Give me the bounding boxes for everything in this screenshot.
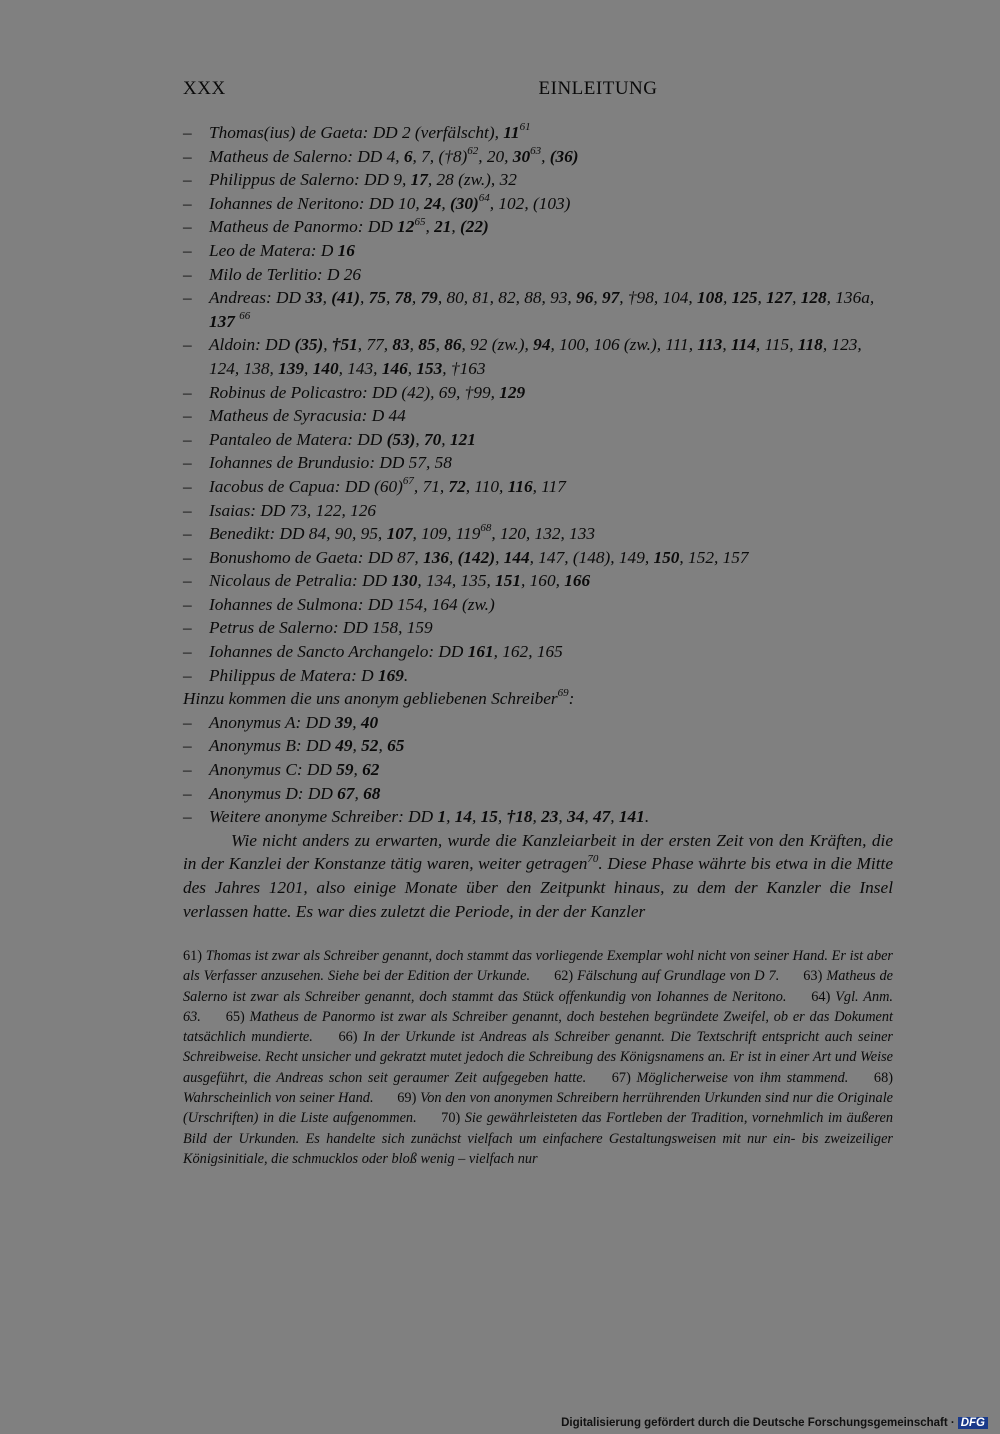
scribe-name: Milo de Terlitio:	[209, 264, 327, 284]
document-number-original: 59	[336, 760, 354, 780]
document-list-text: ,	[425, 217, 435, 237]
footnote-text: Thomas ist zwar als Schreiber genannt, doch stammt das vorliegende Exemplar wohl nicht von seiner Hand. Er ist aber als Verfasser anzusehen. Siehe bei der Edition der Urkunde.	[183, 948, 893, 985]
document-list-text: DD (42), 69, †99,	[372, 382, 500, 402]
document-list-text: ,	[584, 807, 593, 827]
document-list-text: D	[320, 240, 338, 260]
list-dash: –	[183, 240, 192, 260]
document-list-text: DD 2 (verfälscht),	[372, 123, 504, 142]
list-dash: –	[183, 146, 192, 166]
document-number-original: (36)	[549, 146, 579, 166]
list-dash: –	[183, 335, 192, 355]
document-list-text: ,	[378, 736, 388, 756]
document-list-text: , 20,	[478, 146, 513, 166]
document-list-text: , 160,	[521, 571, 565, 591]
document-number-original: †18	[506, 807, 533, 827]
footnote-text: Matheus de Panormo ist zwar als Schreiber genannt, doch bestehen begründete Zweifel, ob er das Dokument tatsächlich mundierte.	[183, 1008, 893, 1046]
document-number-original: 75	[368, 288, 386, 308]
footnote-ref: 69	[557, 687, 569, 700]
document-number-original: 65	[387, 736, 405, 756]
scribe-entry	[183, 569, 893, 593]
scribe-name: Aldoin:	[209, 335, 266, 355]
footnote-ref: 64	[478, 192, 490, 205]
document-number-original: (142)	[457, 547, 496, 567]
document-number-original: 78	[394, 288, 412, 308]
document-list-text: DD 84, 90, 95,	[279, 524, 387, 544]
scribe-name: Iohannes de Neritono:	[209, 193, 369, 213]
scribe-name: Bonushomo de Gaeta:	[209, 547, 368, 567]
document-list-text: , 134, 135,	[417, 571, 496, 591]
document-list-text: .	[644, 807, 650, 827]
document-list-text: , 100, 106 (zw.), 111,	[550, 335, 698, 355]
document-list-text: DD	[438, 642, 468, 662]
document-list-text: , 109, 119	[412, 524, 481, 544]
document-number-original: 151	[495, 571, 522, 591]
footnote-ref: 65	[414, 215, 426, 228]
document-number-original: †51	[331, 335, 358, 355]
scribe-entry	[183, 475, 893, 499]
document-list-text: ,	[722, 288, 732, 308]
scribe-list	[183, 121, 893, 687]
scribe-name: Thomas(ius) de Gaeta:	[209, 123, 373, 142]
document-number-original: 62	[362, 760, 380, 780]
document-list-text: ,	[757, 288, 767, 308]
document-number-original: 169	[377, 665, 404, 685]
scribe-entry	[183, 593, 893, 617]
document-list-text: , 147, (148), 149,	[529, 547, 654, 567]
dfg-credit	[561, 1417, 988, 1429]
document-number-original: 16	[337, 240, 355, 260]
scribe-name: Matheus de Syracusia:	[209, 406, 372, 426]
document-list-text: , 120, 132, 133	[491, 524, 596, 544]
list-dash: –	[183, 264, 192, 284]
document-number-original: (53)	[386, 429, 416, 449]
scribe-name: Petrus de Salerno:	[209, 618, 343, 638]
document-list-text: ,	[497, 807, 507, 827]
document-list-text: , 80, 81, 82, 88, 93,	[437, 288, 577, 308]
document-number-original: 130	[391, 571, 418, 591]
scribe-entry	[183, 145, 893, 169]
document-list-text: DD 158, 159	[342, 618, 433, 638]
scribe-entry	[183, 381, 893, 405]
document-list-text: ,	[446, 807, 455, 827]
scribe-entry	[183, 640, 893, 664]
footnote-number: 64)	[811, 988, 836, 1005]
footnote-number: 68)	[873, 1069, 893, 1086]
document-number-original: 114	[730, 335, 756, 355]
document-number-original: 30	[512, 146, 531, 166]
footnote-text: Wahrscheinlich von seiner Hand.	[183, 1090, 374, 1107]
list-dash: –	[183, 547, 192, 567]
document-list-text: DD	[306, 760, 337, 780]
document-list-text: ,	[792, 288, 801, 308]
scribe-name: Philippus de Matera:	[209, 665, 362, 685]
document-list-text: ,	[558, 807, 568, 827]
document-list-text: ,	[411, 288, 421, 308]
list-dash: –	[183, 571, 192, 591]
footnote-text: Vgl. Anm. 63.	[183, 988, 893, 1025]
document-list-text: D	[361, 665, 378, 685]
document-number-original: 39	[334, 712, 353, 732]
document-list-text: , 136a,	[826, 288, 875, 308]
document-list-text: DD	[362, 571, 392, 591]
list-dash: –	[183, 783, 192, 803]
document-list-text: ,	[435, 335, 445, 355]
document-number-original: 79	[420, 288, 438, 308]
document-list-text: , 28 (zw.), 32	[427, 170, 517, 190]
document-list-text: ,	[323, 335, 332, 355]
scribe-entry	[183, 522, 893, 546]
document-list-text: DD	[305, 736, 336, 756]
scribe-entry	[183, 286, 893, 333]
document-list-text: , 123, 124, 138,	[209, 335, 862, 378]
footnote-text: Sie gewährleisteten das Fortleben der Tradition, vornehmlich im äußeren Bild der Urkunden. Es handelte sich zunächst vielfach um einfachere Gestaltungsweisen mit nur ein- bis zweizeiliger Königsinitiale, die schmucklos oder bloß wenig – vielfach nur	[183, 1110, 893, 1167]
scribe-entry	[183, 734, 893, 758]
scribe-name: Matheus de Salerno:	[209, 146, 358, 166]
footnote-text: In der Urkunde ist Andreas als Schreiber genannt. Die Textschrift entspricht auch seiner Schreibweise. Recht unsicher und gekratzt mutet jedoch die Schreibung des Königsnamens an. Er ist in einer Art und Weise ausgeführt, die Andreas schon seit geraumer Zeit aufgegeben hatte.	[183, 1029, 893, 1086]
list-dash: –	[183, 618, 192, 638]
footnote-ref: 61	[519, 121, 531, 134]
anonymous-scribe-list	[183, 711, 893, 829]
document-list-text: , 102, (103)	[489, 193, 571, 213]
scribe-entry	[183, 239, 893, 263]
document-list-text: DD 57, 58	[379, 453, 452, 473]
footnote-ref: 63	[530, 144, 542, 157]
scribe-entry	[183, 782, 893, 806]
scribe-entry	[183, 333, 893, 380]
document-list-text: DD	[265, 335, 295, 355]
document-list-text: DD 4,	[357, 146, 404, 166]
footnote-text: Matheus de Salerno ist zwar als Schreiber genannt, doch stammt das Stück offenkundig von Iohannes de Neritono.	[183, 968, 894, 1005]
list-dash: –	[183, 217, 192, 237]
scribe-name: Robinus de Policastro:	[209, 382, 373, 402]
scribe-entry	[183, 711, 893, 735]
document-number-original: 23	[541, 807, 559, 827]
document-list-text: ,	[541, 146, 550, 166]
document-number-original: 141	[618, 807, 645, 827]
scribe-name: Matheus de Panormo:	[209, 217, 368, 237]
document-number-original: 127	[766, 288, 793, 308]
scribe-name: Philippus de Salerno:	[209, 170, 365, 190]
document-number-original: 125	[731, 288, 758, 308]
list-dash: –	[183, 406, 192, 426]
document-number-original: 85	[418, 335, 436, 355]
document-number-original: 47	[592, 807, 611, 827]
document-number-original: 146	[381, 358, 408, 378]
list-dash: –	[183, 807, 192, 827]
document-number-original: 140	[312, 358, 339, 378]
document-number-original: 49	[335, 736, 353, 756]
document-list-text: D 44	[371, 406, 406, 426]
document-number-original: 15	[480, 807, 498, 827]
paragraph-text: . Diese Phase währte bis etwa in die Mitte des Jahres 1201, also einige Monate über den Zeitpunkt hinaus, zu dem der Kanzler die Insel verlassen hatte. Es war dies zuletzt die Periode, in der der Kanzler	[183, 854, 893, 921]
list-dash: –	[183, 429, 192, 449]
scribe-entry	[183, 616, 893, 640]
document-list-text: DD	[357, 429, 387, 449]
footnote-text: Möglicherweise von ihm stammend.	[636, 1069, 849, 1086]
document-list-text: , 7, (†8)	[412, 146, 468, 166]
document-list-text: , 110,	[465, 476, 508, 496]
footnote-ref: 67	[402, 475, 414, 488]
footnote	[612, 1070, 849, 1086]
document-list-text: ,	[593, 288, 602, 308]
page-header	[183, 78, 893, 104]
scribe-name: Isaias:	[209, 500, 261, 520]
scribe-name: Leo de Matera:	[209, 240, 321, 260]
scribe-entry	[183, 263, 893, 287]
document-number-original: 24	[424, 193, 442, 213]
document-list-text: , 162, 165	[493, 642, 563, 662]
scribe-name: Andreas:	[209, 288, 277, 308]
dfg-logo: DFG	[958, 1417, 988, 1429]
list-dash: –	[183, 123, 192, 142]
document-list-text: ,	[352, 712, 361, 732]
footnote-text: Fälschung auf Grundlage von D 7.	[577, 968, 780, 985]
document-number-original: 12	[397, 217, 415, 237]
document-number-original: 121	[449, 429, 476, 449]
document-number-original: 139	[278, 358, 305, 378]
scribe-entry	[183, 805, 893, 829]
document-list-text: , 92 (zw.),	[461, 335, 534, 355]
document-number-original: 17	[410, 170, 428, 190]
document-list-text: .	[403, 665, 409, 685]
footnote-ref: 70	[587, 852, 599, 865]
document-number-original: (30)	[449, 193, 479, 213]
scribe-name: Iohannes de Sancto Archangelo:	[209, 642, 439, 662]
document-number-original: 6	[403, 146, 413, 166]
intro-text: :	[568, 689, 575, 709]
footnote	[183, 948, 893, 984]
scribe-name: Anonymus B:	[209, 736, 306, 756]
list-dash: –	[183, 760, 192, 780]
scribe-entry	[183, 428, 893, 452]
document-number-original: 150	[653, 547, 680, 567]
document-list-text: ,	[385, 288, 395, 308]
footnote-number: 61)	[183, 948, 206, 964]
document-number-original: 129	[499, 382, 526, 402]
document-list-text: D 26	[326, 264, 362, 284]
document-list-text: DD 73, 122, 126	[260, 500, 377, 520]
document-number-original: 96	[576, 288, 594, 308]
footnote-ref: 62	[467, 144, 479, 157]
list-dash: –	[183, 736, 192, 756]
footnote-number: 67)	[611, 1069, 637, 1086]
footnote-ref: 68	[480, 522, 492, 535]
scribe-entry	[183, 758, 893, 782]
running-title: EINLEITUNG	[538, 78, 658, 99]
document-list-text: ,	[495, 547, 504, 567]
document-list-text: DD	[408, 807, 438, 827]
footnotes	[183, 946, 893, 1169]
list-dash: –	[183, 594, 192, 614]
document-number-original: 118	[797, 335, 823, 355]
document-list-text: , †98, 104,	[619, 288, 698, 308]
document-list-text: ,	[451, 217, 460, 237]
document-list-text: , 71,	[413, 476, 449, 496]
footnote-number: 65)	[225, 1008, 250, 1025]
document-number-original: 70	[424, 429, 442, 449]
document-list-text: ,	[409, 335, 419, 355]
footnote-number: 69)	[397, 1090, 421, 1107]
document-number-original: 40	[360, 712, 379, 732]
document-list-text: , 117	[532, 476, 566, 496]
document-list-text: ,	[407, 358, 417, 378]
footnote-ref: 66	[239, 309, 251, 322]
document-number-original: 67	[337, 783, 355, 803]
credit-text: Digitalisierung gefördert durch die Deutsche Forschungsgemeinschaft ·	[561, 1417, 955, 1429]
list-dash: –	[183, 476, 192, 496]
document-number-original: 108	[697, 288, 723, 308]
document-list-text: ,	[472, 807, 481, 827]
document-list-text: ,	[352, 736, 362, 756]
list-dash: –	[183, 382, 192, 402]
scribe-entry	[183, 121, 893, 145]
document-list-text: ,	[360, 288, 369, 308]
document-number-original: 34	[567, 807, 585, 827]
document-number-original: 52	[361, 736, 379, 756]
document-number-original: 21	[434, 217, 452, 237]
footnote-text: Von den von anonymen Schreibern herrührenden Urkunden sind nur die Originale (Urschriften) in die Liste aufgenommen.	[183, 1090, 894, 1127]
footnote-number: 63)	[803, 968, 827, 985]
scribe-name: Pantaleo de Matera:	[209, 429, 358, 449]
document-number-original: (41)	[331, 288, 361, 308]
footnote-number: 70)	[441, 1110, 465, 1127]
scribe-entry	[183, 168, 893, 192]
document-list-text: DD 87,	[367, 547, 424, 567]
document-list-text: ,	[304, 358, 313, 378]
list-dash: –	[183, 288, 192, 308]
document-number-original: 72	[448, 476, 466, 496]
document-list-text: ,	[441, 429, 450, 449]
document-list-text: DD	[305, 712, 335, 732]
intro-text: Hinzu kommen die uns anonym gebliebenen Schreiber	[183, 689, 558, 709]
document-list-text: , 143,	[338, 358, 382, 378]
paragraph-text: Wie nicht anders zu erwarten, wurde die Kanzleiarbeit in der ersten Zeit von den Kräften, die in der Kanzlei der Konstanze tätig waren, weiter getragen	[183, 830, 893, 874]
scribe-name: Iohannes de Sulmona:	[209, 594, 368, 614]
scribe-entry	[183, 215, 893, 239]
document-number-original: 137	[209, 311, 235, 331]
scribe-name: Anonymus A:	[209, 712, 306, 732]
scribe-entry	[183, 546, 893, 570]
list-dash: –	[183, 170, 192, 190]
document-number-original: 107	[386, 524, 413, 544]
scribe-name: Benedikt:	[209, 524, 280, 544]
scribe-name: Iacobus de Capua:	[209, 476, 345, 496]
document-list-text: ,	[354, 783, 364, 803]
document-number-original: 166	[564, 571, 591, 591]
scribe-name: Anonymus D:	[209, 783, 308, 803]
document-list-text: DD 10,	[368, 193, 425, 213]
scribe-entry	[183, 499, 893, 523]
document-number-original: 113	[697, 335, 723, 355]
document-list-text: DD 9,	[364, 170, 411, 190]
document-list-text: ,	[532, 807, 542, 827]
document-number-original: 144	[503, 547, 530, 567]
scribe-entry	[183, 192, 893, 216]
document-number-original: 116	[507, 476, 533, 496]
document-number-original: (35)	[294, 335, 324, 355]
document-list-text: ,	[722, 335, 731, 355]
scribe-name: Nicolaus de Petralia:	[209, 571, 363, 591]
anonymous-intro	[183, 687, 893, 711]
list-dash: –	[183, 642, 192, 662]
footnote-number: 62)	[554, 968, 578, 985]
scribe-name: Anonymus C:	[209, 760, 307, 780]
document-list-text: , 115,	[755, 335, 798, 355]
document-number-original: 153	[416, 358, 443, 378]
footnote-number: 66)	[338, 1029, 364, 1046]
list-dash: –	[183, 500, 192, 520]
list-dash: –	[183, 193, 192, 213]
document-number-original: 136	[423, 547, 449, 567]
document-number-original: 11	[503, 123, 520, 142]
document-number-original: 97	[601, 288, 620, 308]
scribe-entry	[183, 451, 893, 475]
document-list-text: DD (60)	[344, 476, 403, 496]
document-number-original: 128	[800, 288, 827, 308]
body-paragraph	[183, 829, 893, 923]
document-list-text: ,	[353, 760, 363, 780]
main-text	[183, 121, 893, 923]
scribe-entry	[183, 404, 893, 428]
list-dash: –	[183, 453, 192, 473]
document-list-text: ,	[449, 547, 458, 567]
list-dash: –	[183, 665, 192, 685]
document-list-text: ,	[610, 807, 619, 827]
scribe-entry	[183, 664, 893, 688]
document-list-text: ,	[441, 193, 450, 213]
document-number-original: 86	[444, 335, 462, 355]
document-number-original: 14	[454, 807, 472, 827]
footnote	[554, 968, 779, 984]
document-number-original: (22)	[460, 217, 489, 237]
document-number-original: 1	[437, 807, 447, 827]
document-list-text: , †163	[442, 358, 486, 378]
scribe-name: Iohannes de Brundusio:	[209, 453, 380, 473]
document-list-text: DD	[367, 217, 398, 237]
scribe-name: Weitere anonyme Schreiber:	[209, 807, 409, 827]
document-list-text: DD	[307, 783, 338, 803]
page-number: XXX	[183, 78, 226, 99]
document-list-text: , 152, 157	[679, 547, 749, 567]
document-number-original: 94	[533, 335, 551, 355]
list-dash: –	[183, 524, 192, 544]
document-list-text: ,	[322, 288, 332, 308]
document-number-original: 33	[305, 288, 323, 308]
document-list-text: , 77,	[357, 335, 393, 355]
document-list-text: DD	[276, 288, 306, 308]
list-dash: –	[183, 712, 192, 732]
document-list-text: ,	[415, 429, 425, 449]
document-number-original: 161	[467, 642, 494, 662]
document-number-original: 68	[363, 783, 381, 803]
document-list-text: DD 154, 164 (zw.)	[367, 594, 495, 614]
document-number-original: 83	[392, 335, 410, 355]
